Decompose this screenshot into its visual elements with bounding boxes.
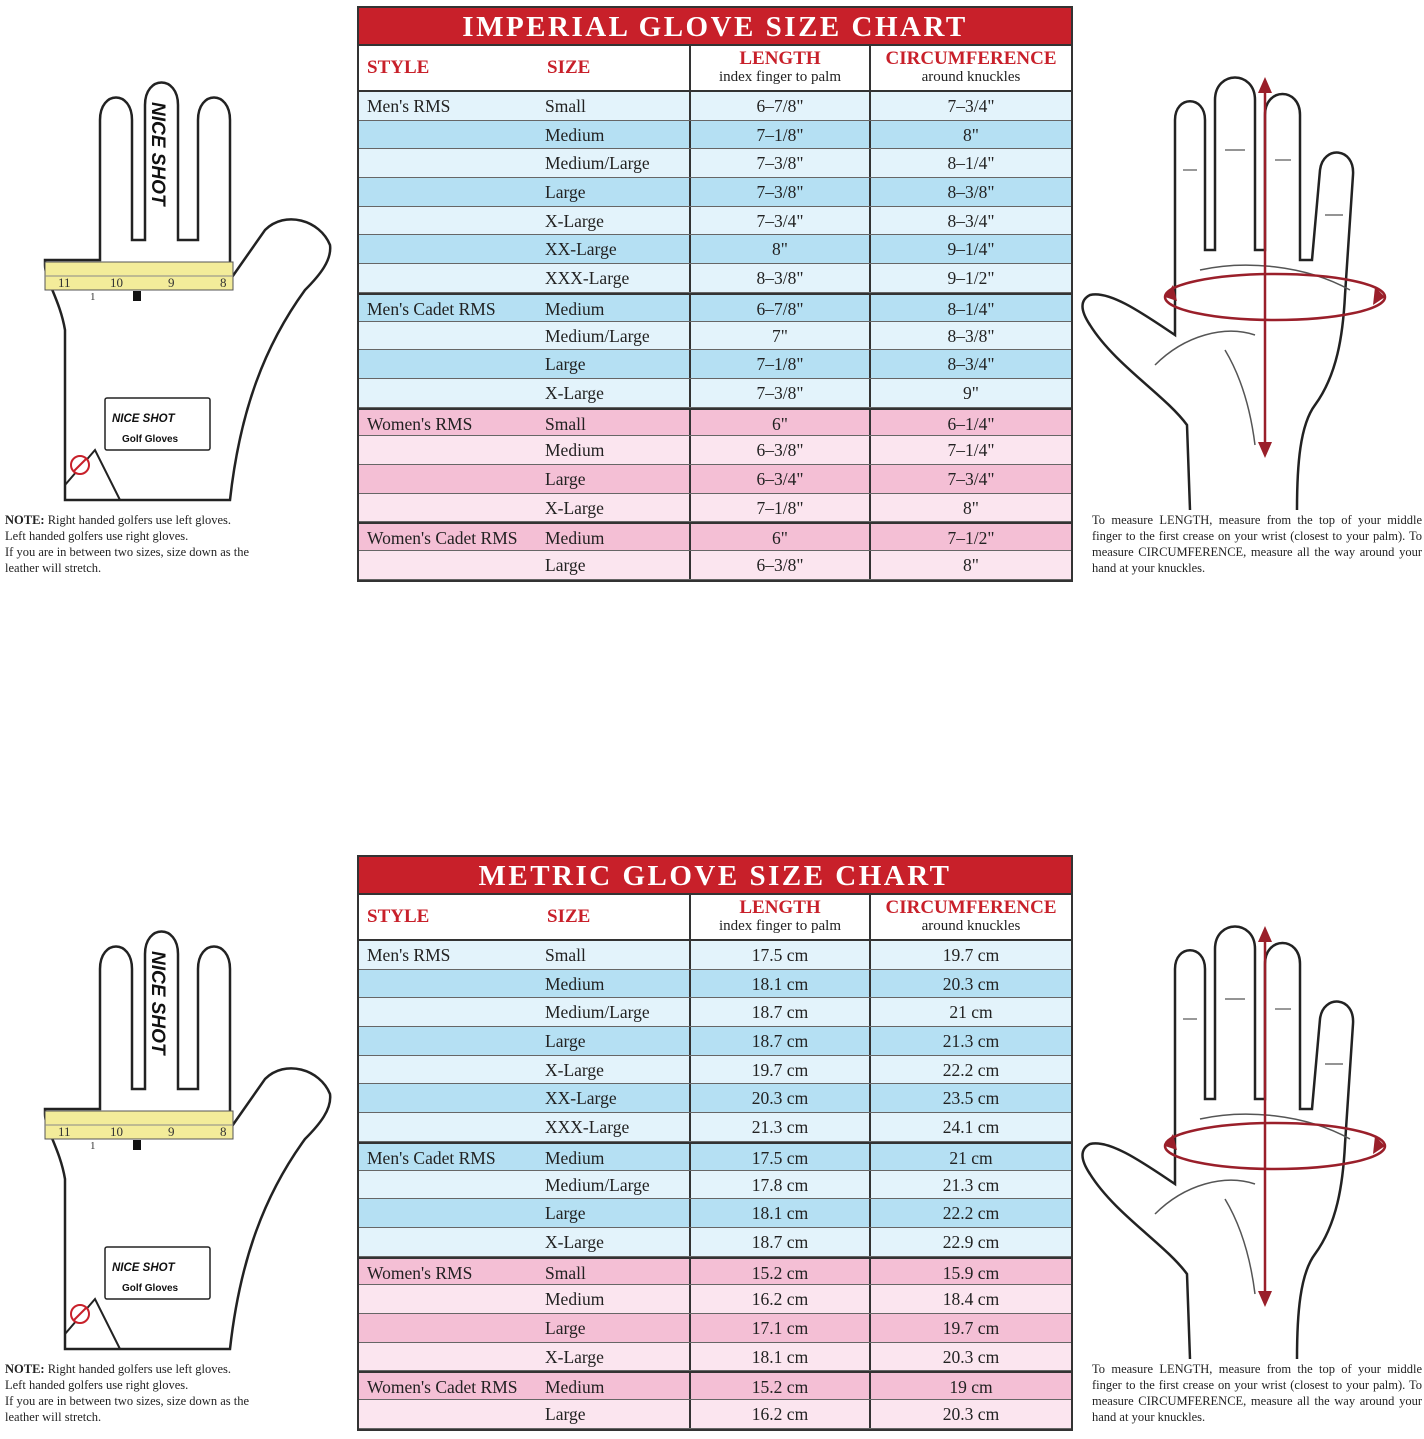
cell-circumference: 8" — [869, 551, 1071, 579]
cell-length: 21.3 cm — [689, 1113, 869, 1141]
cell-length: 6" — [689, 524, 869, 550]
svg-text:NICE SHOT: NICE SHOT — [112, 1262, 175, 1274]
cell-size: Medium — [545, 1377, 605, 1398]
table-row — [359, 1027, 1071, 1056]
cell-circumference: 18.4 cm — [869, 1285, 1071, 1313]
cell-length: 15.2 cm — [689, 1259, 869, 1285]
cell-style — [359, 322, 537, 350]
table-row — [359, 1056, 1071, 1085]
table-header — [359, 895, 1071, 941]
table-row — [359, 1285, 1071, 1314]
header-circ-sub: around knuckles — [921, 69, 1021, 85]
cell-style: Men's RMS — [367, 945, 451, 965]
cell-length: 7–3/8" — [689, 178, 869, 206]
cell-length: 8" — [689, 235, 869, 263]
cell-style — [359, 494, 537, 522]
cell-length: 7–3/4" — [689, 207, 869, 235]
hand-measure-illustration-icon — [1075, 924, 1405, 1364]
cell-length: 17.5 cm — [689, 941, 869, 969]
cell-size: X-Large — [545, 1346, 604, 1367]
note-line-2: Left handed golfers use right gloves. — [5, 529, 189, 543]
cell-circumference: 9–1/2" — [869, 264, 1071, 292]
table-row — [359, 1228, 1071, 1257]
cell-circumference: 8–3/8" — [869, 178, 1071, 206]
glove-illustration-icon — [20, 80, 350, 510]
cell-size: X-Large — [545, 1231, 604, 1252]
cell-style — [359, 1400, 537, 1428]
table-row — [359, 1257, 1071, 1286]
cell-style: Women's RMS — [367, 413, 473, 434]
table-row — [359, 121, 1071, 150]
cell-size: Medium/Large — [545, 1002, 650, 1023]
svg-text:1: 1 — [90, 1140, 96, 1152]
table-row — [359, 941, 1071, 970]
table-row — [359, 970, 1071, 999]
note-line-2: Left handed golfers use right gloves. — [5, 1378, 189, 1392]
cell-style: Men's RMS — [367, 96, 451, 116]
cell-circumference: 22.2 cm — [869, 1056, 1071, 1084]
header-circumference — [869, 895, 1071, 939]
cell-size: X-Large — [545, 1059, 604, 1080]
cell-size: Large — [545, 354, 586, 375]
cell-size: Medium/Large — [545, 1174, 650, 1195]
svg-text:8: 8 — [220, 1124, 227, 1139]
cell-size: Medium — [545, 528, 605, 549]
table-row — [359, 465, 1071, 494]
cell-style: Women's RMS — [367, 1262, 473, 1283]
table-row — [359, 436, 1071, 465]
table-row — [359, 408, 1071, 437]
cell-size: Small — [545, 96, 586, 116]
cell-style — [359, 264, 537, 292]
cell-circumference: 24.1 cm — [869, 1113, 1071, 1141]
header-circ-sub: around knuckles — [921, 918, 1021, 934]
table-row — [359, 998, 1071, 1027]
cell-size: Small — [545, 1262, 586, 1283]
cell-size: Medium — [545, 298, 605, 319]
cell-length: 20.3 cm — [689, 1084, 869, 1112]
cell-circumference: 21 cm — [869, 1144, 1071, 1170]
cell-circumference: 8–3/4" — [869, 350, 1071, 378]
hand-measure-illustration-icon — [1075, 75, 1405, 515]
cell-size: X-Large — [545, 382, 604, 403]
cell-circumference: 19 cm — [869, 1373, 1071, 1399]
svg-text:Golf Gloves: Golf Gloves — [122, 434, 179, 445]
cell-size: Medium/Large — [545, 153, 650, 174]
svg-text:10: 10 — [110, 275, 123, 290]
cell-style — [359, 1314, 537, 1342]
cell-length: 7–3/8" — [689, 379, 869, 407]
cell-circumference: 19.7 cm — [869, 1314, 1071, 1342]
table-row — [359, 350, 1071, 379]
cell-size: Medium/Large — [545, 325, 650, 346]
table-row — [359, 1199, 1071, 1228]
cell-style — [359, 465, 537, 493]
table-row — [359, 379, 1071, 408]
cell-circumference: 23.5 cm — [869, 1084, 1071, 1112]
note-right: To measure LENGTH, measure from the top of your middle finger to the first crease on your wrist (closest to your palm). To measure CIRCUMFERENCE, measure all the way around your hand at your knuckles. — [1092, 513, 1422, 575]
size-chart-section — [0, 0, 1424, 590]
note-line-4: leather will stretch. — [5, 1410, 102, 1424]
svg-text:8: 8 — [220, 275, 227, 290]
cell-size: XX-Large — [545, 239, 617, 260]
cell-length: 6–3/8" — [689, 436, 869, 464]
cell-style — [359, 121, 537, 149]
header-length-label: LENGTH — [739, 48, 821, 69]
cell-length: 18.1 cm — [689, 1199, 869, 1227]
cell-length: 17.5 cm — [689, 1144, 869, 1170]
cell-style — [359, 1285, 537, 1313]
cell-circumference: 8–3/4" — [869, 207, 1071, 235]
header-size: SIZE — [547, 906, 591, 927]
cell-style: Men's Cadet RMS — [367, 1147, 496, 1168]
table-row — [359, 494, 1071, 523]
table-body — [359, 92, 1071, 580]
cell-size: Small — [545, 413, 586, 434]
cell-circumference: 9–1/4" — [869, 235, 1071, 263]
cell-style — [359, 1199, 537, 1227]
cell-length: 18.7 cm — [689, 1027, 869, 1055]
table-row — [359, 1314, 1071, 1343]
cell-circumference: 21.3 cm — [869, 1027, 1071, 1055]
cell-size: Large — [545, 468, 586, 489]
table-row — [359, 149, 1071, 178]
cell-size: X-Large — [545, 497, 604, 518]
svg-text:Golf Gloves: Golf Gloves — [122, 1283, 179, 1294]
table-row — [359, 264, 1071, 293]
cell-size: Large — [545, 555, 586, 575]
cell-circumference: 22.9 cm — [869, 1228, 1071, 1256]
note-line-1: Right handed golfers use left gloves. — [44, 513, 232, 527]
cell-style — [359, 1056, 537, 1084]
cell-style — [359, 551, 537, 579]
cell-length: 16.2 cm — [689, 1400, 869, 1428]
svg-text:9: 9 — [168, 275, 175, 290]
note-label: NOTE: — [5, 513, 45, 527]
size-chart-table — [357, 855, 1073, 1431]
cell-length: 6–7/8" — [689, 92, 869, 120]
note-line-3: If you are in between two sizes, size down as the — [5, 1394, 250, 1408]
cell-size: Medium — [545, 440, 605, 461]
header-length-label: LENGTH — [739, 897, 821, 918]
note-line-1: Right handed golfers use left gloves. — [44, 1362, 232, 1376]
cell-size: Medium — [545, 973, 605, 994]
cell-length: 6–3/4" — [689, 465, 869, 493]
cell-style — [359, 436, 537, 464]
svg-text:NICE SHOT: NICE SHOT — [147, 951, 168, 1055]
cell-style — [359, 350, 537, 378]
cell-style — [359, 379, 537, 407]
table-row — [359, 322, 1071, 351]
cell-length: 6–7/8" — [689, 295, 869, 321]
cell-size: Small — [545, 945, 586, 965]
table-header — [359, 46, 1071, 92]
cell-size: Large — [545, 182, 586, 203]
svg-text:1: 1 — [90, 291, 96, 303]
note-label: NOTE: — [5, 1362, 45, 1376]
cell-length: 19.7 cm — [689, 1056, 869, 1084]
table-body — [359, 941, 1071, 1429]
table-row — [359, 235, 1071, 264]
table-row — [359, 1084, 1071, 1113]
cell-circumference: 8–3/8" — [869, 322, 1071, 350]
cell-circumference: 8–1/4" — [869, 295, 1071, 321]
cell-circumference: 15.9 cm — [869, 1259, 1071, 1285]
cell-style: Women's Cadet RMS — [367, 528, 518, 549]
header-style: STYLE — [367, 57, 430, 78]
cell-style: Women's Cadet RMS — [367, 1377, 518, 1398]
cell-length: 7–3/8" — [689, 149, 869, 177]
cell-length: 15.2 cm — [689, 1373, 869, 1399]
table-row — [359, 1142, 1071, 1171]
svg-text:11: 11 — [58, 1124, 71, 1139]
size-chart-table — [357, 6, 1073, 582]
table-row — [359, 1371, 1071, 1400]
header-size: SIZE — [547, 57, 591, 78]
table-row — [359, 522, 1071, 551]
cell-length: 18.1 cm — [689, 970, 869, 998]
cell-length: 6–3/8" — [689, 551, 869, 579]
cell-style — [359, 1084, 537, 1112]
cell-style — [359, 1113, 537, 1141]
cell-circumference: 7–1/4" — [869, 436, 1071, 464]
note-left — [5, 512, 315, 576]
table-row — [359, 551, 1071, 580]
glove-illustration-icon — [20, 929, 350, 1359]
cell-style — [359, 1171, 537, 1199]
cell-style: Men's Cadet RMS — [367, 298, 496, 319]
cell-size: Medium — [545, 1147, 605, 1168]
cell-circumference: 8" — [869, 494, 1071, 522]
header-length-sub: index finger to palm — [718, 69, 842, 85]
cell-size: Large — [545, 1404, 586, 1424]
header-style: STYLE — [367, 906, 430, 927]
cell-length: 7–1/8" — [689, 350, 869, 378]
cell-length: 17.8 cm — [689, 1171, 869, 1199]
svg-text:10: 10 — [110, 1124, 123, 1139]
header-circumference — [869, 46, 1071, 90]
svg-text:NICE SHOT: NICE SHOT — [112, 413, 175, 425]
cell-circumference: 7–3/4" — [869, 92, 1071, 120]
header-length-sub: index finger to palm — [718, 918, 842, 934]
table-row — [359, 1400, 1071, 1429]
note-line-4: leather will stretch. — [5, 561, 102, 575]
cell-circumference: 7–3/4" — [869, 465, 1071, 493]
svg-text:NICE SHOT: NICE SHOT — [147, 102, 168, 206]
cell-style — [359, 970, 537, 998]
cell-size: XXX-Large — [545, 268, 630, 289]
table-row — [359, 293, 1071, 322]
cell-style — [359, 207, 537, 235]
cell-style — [359, 1343, 537, 1371]
cell-length: 17.1 cm — [689, 1314, 869, 1342]
cell-style — [359, 1228, 537, 1256]
cell-style — [359, 149, 537, 177]
cell-size: Large — [545, 1203, 586, 1224]
size-chart-section — [0, 849, 1424, 1439]
cell-circumference: 9" — [869, 379, 1071, 407]
table-row — [359, 92, 1071, 121]
cell-length: 18.7 cm — [689, 1228, 869, 1256]
note-line-3: If you are in between two sizes, size down as the — [5, 545, 250, 559]
table-row — [359, 207, 1071, 236]
note-left — [5, 1361, 315, 1425]
table-row — [359, 1343, 1071, 1372]
cell-style — [359, 998, 537, 1026]
header-length — [689, 895, 869, 939]
svg-text:11: 11 — [58, 275, 71, 290]
header-length — [689, 46, 869, 90]
cell-circumference: 8–1/4" — [869, 149, 1071, 177]
cell-circumference: 8" — [869, 121, 1071, 149]
table-row — [359, 1113, 1071, 1142]
cell-circumference: 21 cm — [869, 998, 1071, 1026]
cell-length: 18.7 cm — [689, 998, 869, 1026]
cell-size: XX-Large — [545, 1088, 617, 1109]
cell-circumference: 6–1/4" — [869, 410, 1071, 436]
chart-title: IMPERIAL GLOVE SIZE CHART — [359, 8, 1071, 46]
header-circ-label: CIRCUMFERENCE — [885, 897, 1057, 918]
cell-size: XXX-Large — [545, 1117, 630, 1138]
cell-size: Large — [545, 1317, 586, 1338]
cell-size: Medium — [545, 124, 605, 145]
cell-style — [359, 178, 537, 206]
cell-circumference: 7–1/2" — [869, 524, 1071, 550]
table-row — [359, 1171, 1071, 1200]
table-row — [359, 178, 1071, 207]
cell-style — [359, 235, 537, 263]
header-circ-label: CIRCUMFERENCE — [885, 48, 1057, 69]
cell-circumference: 19.7 cm — [869, 941, 1071, 969]
cell-circumference: 20.3 cm — [869, 1400, 1071, 1428]
chart-title: METRIC GLOVE SIZE CHART — [359, 857, 1071, 895]
cell-style — [359, 1027, 537, 1055]
cell-length: 8–3/8" — [689, 264, 869, 292]
note-right: To measure LENGTH, measure from the top of your middle finger to the first crease on your wrist (closest to your palm). To measure CIRCUMFERENCE, measure all the way around your hand at your knuckles. — [1092, 1362, 1422, 1424]
cell-size: Large — [545, 1031, 586, 1052]
cell-length: 16.2 cm — [689, 1285, 869, 1313]
cell-length: 18.1 cm — [689, 1343, 869, 1371]
svg-text:9: 9 — [168, 1124, 175, 1139]
cell-circumference: 21.3 cm — [869, 1171, 1071, 1199]
cell-size: X-Large — [545, 210, 604, 231]
cell-size: Medium — [545, 1289, 605, 1310]
cell-circumference: 22.2 cm — [869, 1199, 1071, 1227]
cell-length: 6" — [689, 410, 869, 436]
cell-length: 7–1/8" — [689, 494, 869, 522]
cell-length: 7" — [689, 322, 869, 350]
cell-circumference: 20.3 cm — [869, 1343, 1071, 1371]
cell-length: 7–1/8" — [689, 121, 869, 149]
cell-circumference: 20.3 cm — [869, 970, 1071, 998]
